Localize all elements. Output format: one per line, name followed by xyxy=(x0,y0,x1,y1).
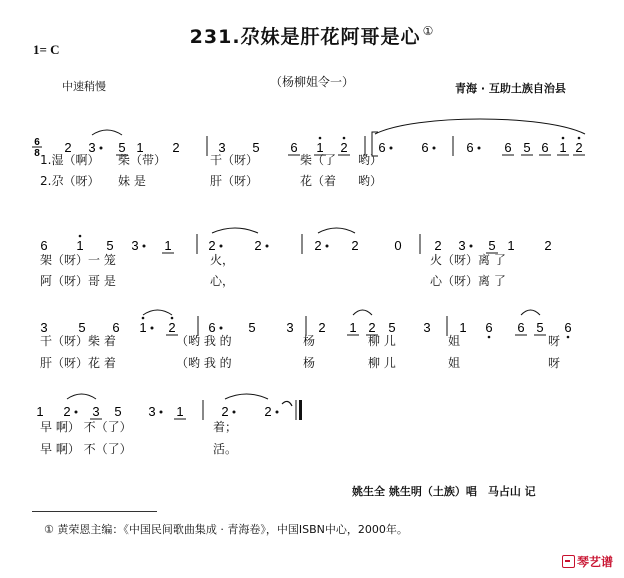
octave-high-dot xyxy=(319,137,322,140)
lyric-3-0-1: 着； xyxy=(213,420,238,434)
note-1-13: 1 xyxy=(507,238,515,253)
note-2-1: 5 xyxy=(78,320,86,335)
lyric-0-1-1: 妹 是 xyxy=(118,174,146,188)
logo-icon xyxy=(562,555,575,568)
rhythm-dot xyxy=(233,411,236,414)
note-0-1: 3 xyxy=(88,140,96,155)
octave-high-dot xyxy=(343,137,346,140)
note-0-9: 2 xyxy=(340,140,348,155)
footnote-mark: ① xyxy=(422,24,435,38)
site-logo xyxy=(562,553,613,570)
note-2-10: 2 xyxy=(368,320,376,335)
slur xyxy=(225,394,268,399)
performer-credit: 姚生全 姚生明（土族）唱 马占山 记 xyxy=(352,485,536,498)
note-0-0: 2 xyxy=(64,140,72,155)
lyric-0-1-0: 2.尕（呀） xyxy=(40,174,100,188)
lyric-1-0-1: 火， xyxy=(210,253,235,267)
lyric-2-1-0: 肝（呀）花 着 xyxy=(40,356,116,370)
note-1-14: 2 xyxy=(544,238,552,253)
lyric-1-0-0: 架（呀）一 笼 xyxy=(40,253,116,267)
lyric-0-1-2: 肝（呀） xyxy=(210,174,259,188)
note-2-4: 2 xyxy=(168,320,176,335)
note-3-0: 1 xyxy=(36,404,44,419)
slur xyxy=(353,310,372,315)
lyric-2-0-4: 姐 xyxy=(448,334,461,348)
note-3-2: 3 xyxy=(92,404,100,419)
note-0-17: 2 xyxy=(575,140,583,155)
slur xyxy=(92,130,122,135)
note-0-5: 3 xyxy=(218,140,226,155)
note-1-0: 6 xyxy=(40,238,48,253)
rhythm-dot xyxy=(220,327,223,330)
note-1-1: 1 xyxy=(76,238,84,253)
note-2-13: 1 xyxy=(459,320,467,335)
note-0-14: 5 xyxy=(523,140,531,155)
note-0-4: 2 xyxy=(172,140,180,155)
note-3-3: 5 xyxy=(114,404,122,419)
note-0-3: 1 xyxy=(136,140,144,155)
note-2-11: 5 xyxy=(388,320,396,335)
note-2-5: 6 xyxy=(208,320,216,335)
rhythm-dot xyxy=(160,411,163,414)
note-0-16: 1 xyxy=(559,140,567,155)
ornament-mark xyxy=(282,401,292,406)
lyric-0-1-4: 哟） xyxy=(358,174,383,188)
slur xyxy=(67,394,96,399)
lyric-0-0-1: 柴（带） xyxy=(118,153,167,167)
lyric-2-1-3: 柳 儿 xyxy=(368,356,396,370)
lyric-2-1-1: （哟 我 的 xyxy=(176,356,232,370)
note-1-4: 1 xyxy=(164,238,172,253)
rhythm-dot xyxy=(143,245,146,248)
note-1-7: 2 xyxy=(314,238,322,253)
lyric-1-1-1: 心， xyxy=(210,274,235,288)
note-2-8: 2 xyxy=(318,320,326,335)
song-subtitle: （杨柳姐令一） xyxy=(269,75,354,89)
note-2-6: 5 xyxy=(248,320,256,335)
rhythm-dot xyxy=(326,245,329,248)
note-0-10: 6 xyxy=(378,140,386,155)
note-3-7: 2 xyxy=(264,404,272,419)
note-1-12: 5 xyxy=(488,238,496,253)
rhythm-dot xyxy=(478,147,481,150)
time-signature-top: 6 xyxy=(34,137,40,148)
note-0-7: 6 xyxy=(290,140,298,155)
lyric-1-1-2: 心（呀）离 了 xyxy=(430,274,506,288)
note-2-17: 6 xyxy=(564,320,572,335)
note-1-9: 0 xyxy=(394,238,402,253)
note-1-5: 2 xyxy=(208,238,216,253)
long-slur xyxy=(375,119,585,134)
lyric-2-0-0: 干（呀）柴 着 xyxy=(40,334,116,348)
lyric-2-0-3: 柳 儿 xyxy=(368,334,396,348)
octave-high-dot xyxy=(142,317,145,320)
lyric-1-1-0: 阿（呀）哥 是 xyxy=(40,274,116,288)
final-bar-thick xyxy=(299,400,302,420)
note-2-7: 3 xyxy=(286,320,294,335)
note-3-4: 3 xyxy=(148,404,156,419)
note-1-6: 2 xyxy=(254,238,262,253)
note-1-10: 2 xyxy=(434,238,442,253)
note-1-3: 3 xyxy=(131,238,139,253)
note-2-2: 6 xyxy=(112,320,120,335)
footnote-text: ① 黄荣恩主编：《中国民间歌曲集成 · 青海卷》，中国ISBN中心，2000年。 xyxy=(44,523,408,536)
octave-high-dot xyxy=(578,137,581,140)
note-0-11: 6 xyxy=(421,140,429,155)
rhythm-dot xyxy=(470,245,473,248)
slur xyxy=(212,228,258,233)
rhythm-dot xyxy=(100,147,103,150)
note-1-8: 2 xyxy=(351,238,359,253)
note-0-8: 1 xyxy=(316,140,324,155)
lyric-0-0-2: 干（呀） xyxy=(210,153,259,167)
note-2-14: 6 xyxy=(485,320,493,335)
slur xyxy=(521,310,540,315)
lyric-2-1-4: 姐 xyxy=(448,356,461,370)
rhythm-dot xyxy=(220,245,223,248)
song-title-text: 尕妹是肝花阿哥是心 xyxy=(240,26,421,48)
lyric-3-1-1: 活。 xyxy=(213,442,238,456)
octave-high-dot xyxy=(171,317,174,320)
note-0-2: 5 xyxy=(118,140,126,155)
lyric-0-0-0: 1.湿（啊） xyxy=(40,153,100,167)
rhythm-dot xyxy=(276,411,279,414)
rhythm-dot xyxy=(390,147,393,150)
lyric-3-0-0: 早 啊） 不（了） xyxy=(40,420,132,434)
note-3-5: 1 xyxy=(176,404,184,419)
rhythm-dot xyxy=(75,411,78,414)
octave-high-dot xyxy=(79,235,82,238)
lyric-1-0-2: 火（呀）离 了 xyxy=(430,253,506,267)
note-2-12: 3 xyxy=(423,320,431,335)
lyric-0-1-3: 花（着 xyxy=(300,174,337,188)
note-2-0: 3 xyxy=(40,320,48,335)
lyric-3-1-0: 早 啊） 不（了） xyxy=(40,442,132,456)
note-0-15: 6 xyxy=(541,140,549,155)
footnote-divider xyxy=(32,511,157,512)
key-signature: 1= C xyxy=(33,42,60,57)
note-2-16: 5 xyxy=(536,320,544,335)
note-2-3: 1 xyxy=(139,320,147,335)
logo-text: 琴艺谱 xyxy=(577,555,614,569)
lyric-2-0-5: 呀 xyxy=(548,334,561,348)
note-2-9: 1 xyxy=(349,320,357,335)
note-3-6: 2 xyxy=(221,404,229,419)
lyric-0-0-4: 哟） xyxy=(358,153,383,167)
octave-low-dot xyxy=(488,336,491,339)
note-0-12: 6 xyxy=(466,140,474,155)
tempo-marking: 中速稍慢 xyxy=(62,80,106,93)
note-1-2: 5 xyxy=(106,238,114,253)
slur xyxy=(318,228,355,233)
slur xyxy=(143,310,172,315)
note-0-6: 5 xyxy=(252,140,260,155)
lyric-2-1-5: 呀 xyxy=(548,356,561,370)
note-2-15: 6 xyxy=(517,320,525,335)
song-region: 青海 · 互助土族自治县 xyxy=(455,82,566,95)
note-1-11: 3 xyxy=(458,238,466,253)
octave-low-dot xyxy=(567,336,570,339)
note-3-1: 2 xyxy=(63,404,71,419)
time-signature-bottom: 8 xyxy=(34,148,40,159)
lyric-0-0-3: 柴（了 xyxy=(300,153,337,167)
octave-high-dot xyxy=(562,137,565,140)
lyric-2-0-2: 杨 xyxy=(303,334,316,348)
rhythm-dot xyxy=(151,327,154,330)
lyric-2-0-1: （哟 我 的 xyxy=(176,334,232,348)
rhythm-dot xyxy=(266,245,269,248)
rhythm-dot xyxy=(433,147,436,150)
lyric-2-1-2: 杨 xyxy=(303,356,316,370)
song-number: 231. xyxy=(189,26,241,48)
note-0-13: 6 xyxy=(504,140,512,155)
